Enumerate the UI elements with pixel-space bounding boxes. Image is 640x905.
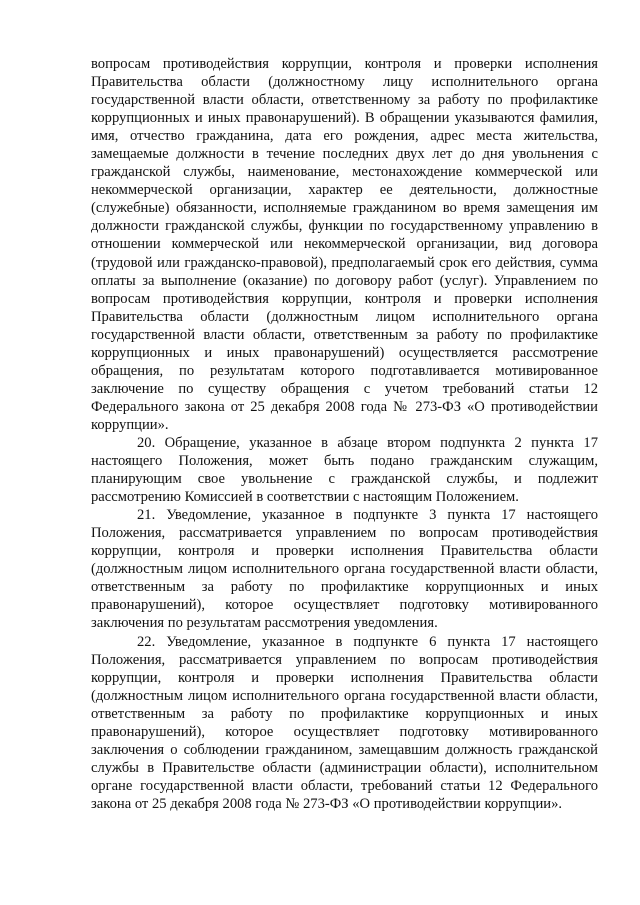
paragraph-continuation: вопросам противодействия коррупции, контроля и проверки исполнения Правительства области (должностному лицу исполнительного органа государственной власти области, ответственному за работу по профилактике коррупционных и иных правонарушений). В обращении указываются фамилия, имя, отчество гражданина, дата его рождения, адрес места жительства, замещаемые должности в течение последних двух лет до дня увольнения с гражданской службы, наименование, местонахождение коммерческой или некоммерческой организации, характер ее деятельности, должностные (служебные) обязанности, исполняемые гражданином во время замещения им должности гражданской службы, функции по государственному управлению в отношении коммерческой или некоммерческой организации, вид договора (трудовой или гражданско-правовой), предполагаемый срок его действия, сумма оплаты за выполнение (оказание) по договору работ (услуг). Управлением по вопросам противодействия коррупции, контроля и проверки исполнения Правительства области (должностным лицом исполнительного органа государственной власти области, ответственным за работу по профилактике коррупционных и иных правонарушений) осуществляется рассмотрение обращения, по результатам которого подготавливается мотивированное заключение по существу обращения с учетом требований статьи 12 Федерального закона от 25 декабря 2008 года № 273-ФЗ «О противодействии коррупции». bbox=[91, 56, 598, 433]
document-page bbox=[91, 55, 598, 813]
paragraph-item-20: 20. Обращение, указанное в абзаце втором подпункта 2 пункта 17 настоящего Положения, может быть подано гражданским служащим, планирующим свое увольнение с гражданской службы, и подлежит рассмотрению Комиссией в соответствии с настоящим Положением. bbox=[91, 434, 598, 506]
paragraph-item-22: 22. Уведомление, указанное в подпункте 6 пункта 17 настоящего Положения, рассматривается управлением по вопросам противодействия коррупции, контроля и проверки исполнения Правительства области (должностным лицом исполнительного органа государственной власти области, ответственным за работу по профилактике коррупционных и иных правонарушений), которое осуществляет подготовку мотивированного заключения о соблюдении гражданином, замещавшим должность гражданской службы в Правительстве области (администрации области), исполнительном органе государственной власти области, требований статьи 12 Федерального закона от 25 декабря 2008 года № 273-ФЗ «О противодействии коррупции». bbox=[91, 633, 598, 812]
paragraph-item-21: 21. Уведомление, указанное в подпункте 3 пункта 17 настоящего Положения, рассматривается управлением по вопросам противодействия коррупции, контроля и проверки исполнения Правительства области (должностным лицом исполнительного органа государственной власти области, ответственным за работу по профилактике коррупционных и иных правонарушений), которое осуществляет подготовку мотивированного заключения по результатам рассмотрения уведомления. bbox=[91, 507, 598, 632]
